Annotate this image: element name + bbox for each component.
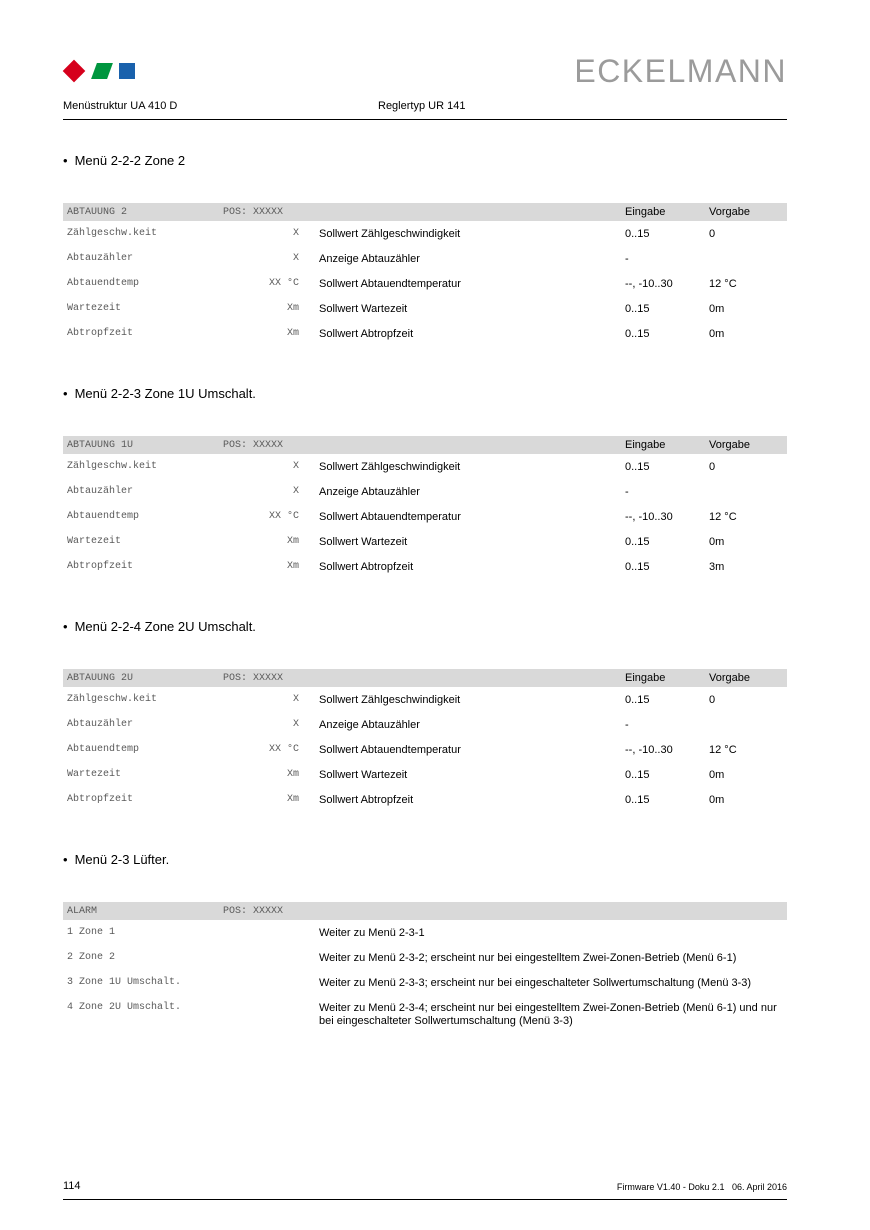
param-eingabe: - <box>625 253 629 265</box>
table-title: ABTAUUNG 1U <box>67 439 134 451</box>
menu-item-name: 4 Zone 2U Umschalt. <box>67 1002 182 1013</box>
eckelmann-logo <box>63 56 135 82</box>
param-name: Zählgeschw.keit <box>67 461 158 472</box>
table-row <box>63 762 787 787</box>
menu-item-name: 3 Zone 1U Umschalt. <box>67 977 182 988</box>
param-vorgabe: 12 °C <box>709 278 737 290</box>
param-name: Zählgeschw.keit <box>67 228 158 239</box>
brand-wordmark: ECKELMANN <box>574 53 787 89</box>
table-row <box>63 454 787 479</box>
param-desc: Sollwert Zählgeschwindigkeit <box>319 228 461 240</box>
param-eingabe: 0..15 <box>625 228 650 240</box>
param-eingabe: - <box>625 486 629 498</box>
bullet-icon: • <box>63 386 68 401</box>
param-eingabe: 0..15 <box>625 461 650 473</box>
param-eingabe: 0..15 <box>625 303 650 315</box>
param-value: XX °C <box>268 278 299 289</box>
param-name: Abtauendtemp <box>67 744 140 755</box>
param-eingabe: --, -10..30 <box>625 278 673 290</box>
param-value: XX °C <box>268 744 299 755</box>
param-desc: Sollwert Zählgeschwindigkeit <box>319 461 461 473</box>
param-value: Xm <box>286 303 299 314</box>
param-vorgabe: 0m <box>709 303 725 315</box>
param-name: Abtauzähler <box>67 486 134 497</box>
param-desc: Sollwert Abtropfzeit <box>319 794 414 806</box>
param-vorgabe: 12 °C <box>709 744 737 756</box>
table-pos: POS: XXXXX <box>223 672 284 684</box>
page-header <box>63 53 787 90</box>
param-eingabe: 0..15 <box>625 769 650 781</box>
section-heading <box>63 153 787 168</box>
param-name: Abtropfzeit <box>67 561 134 572</box>
table-row <box>63 504 787 529</box>
table-abtauung-2u <box>63 669 787 812</box>
param-desc: Sollwert Wartezeit <box>319 303 408 315</box>
table-row <box>63 687 787 712</box>
table-header-row <box>63 436 787 454</box>
param-name: Wartezeit <box>67 769 122 780</box>
param-value: X <box>292 694 299 705</box>
param-value: X <box>292 253 299 264</box>
table-row <box>63 920 787 945</box>
param-vorgabe: 0 <box>709 461 716 473</box>
param-value: X <box>292 719 299 730</box>
logo-blue-square-icon <box>119 63 135 79</box>
menu-item-name: 1 Zone 1 <box>67 927 116 938</box>
param-name: Abtauzähler <box>67 719 134 730</box>
param-desc: Anzeige Abtauzähler <box>319 253 420 265</box>
table-title: ALARM <box>67 905 98 917</box>
table-row <box>63 479 787 504</box>
param-name: Abtauendtemp <box>67 278 140 289</box>
heading-text: Menü 2-2-2 Zone 2 <box>74 153 186 168</box>
table-row <box>63 221 787 246</box>
col-header-vorgabe: Vorgabe <box>709 672 750 684</box>
table-row <box>63 945 787 970</box>
param-eingabe: 0..15 <box>625 561 650 573</box>
controller-type: Reglertyp UR 141 <box>378 100 466 112</box>
section-heading <box>63 619 787 634</box>
logo-red-diamond-icon <box>63 60 86 83</box>
param-vorgabe: 0 <box>709 694 716 706</box>
param-value: XX °C <box>268 511 299 522</box>
menu-item-desc: Weiter zu Menü 2-3-2; erscheint nur bei eingestelltem Zwei-Zonen-Betrieb (Menü 6-1) <box>319 952 737 964</box>
param-eingabe: 0..15 <box>625 328 650 340</box>
param-desc: Sollwert Wartezeit <box>319 769 408 781</box>
param-desc: Sollwert Abtauendtemperatur <box>319 278 461 290</box>
heading-text: Menü 2-3 Lüfter. <box>74 852 170 867</box>
param-value: Xm <box>286 561 299 572</box>
param-name: Abtauendtemp <box>67 511 140 522</box>
table-header-row <box>63 203 787 221</box>
table-row <box>63 737 787 762</box>
col-header-eingabe: Eingabe <box>625 439 666 451</box>
table-row <box>63 529 787 554</box>
doc-info-row <box>63 100 787 120</box>
menu-item-desc: Weiter zu Menü 2-3-3; erscheint nur bei eingeschalteter Sollwertumschaltung (Menü 3-3) <box>319 977 752 989</box>
param-name: Abtauzähler <box>67 253 134 264</box>
heading-text: Menü 2-2-3 Zone 1U Umschalt. <box>74 386 256 401</box>
param-eingabe: 0..15 <box>625 536 650 548</box>
bullet-icon: • <box>63 619 68 634</box>
param-eingabe: --, -10..30 <box>625 511 673 523</box>
param-value: Xm <box>286 536 299 547</box>
param-vorgabe: 0m <box>709 536 725 548</box>
param-name: Wartezeit <box>67 536 122 547</box>
heading-text: Menü 2-2-4 Zone 2U Umschalt. <box>74 619 256 634</box>
table-alarm <box>63 902 787 1028</box>
page-number: 114 <box>63 1180 81 1192</box>
param-eingabe: 0..15 <box>625 794 650 806</box>
menu-item-desc: Weiter zu Menü 2-3-1 <box>319 927 425 939</box>
section-heading <box>63 852 787 867</box>
param-desc: Sollwert Abtropfzeit <box>319 561 414 573</box>
table-row <box>63 712 787 737</box>
param-name: Wartezeit <box>67 303 122 314</box>
menu-item-desc: Weiter zu Menü 2-3-4; erscheint nur bei eingestelltem Zwei-Zonen-Betrieb (Menü 6-1) und nur bei eingeschalteter Sollwertumschaltung (Menü 3-3) <box>319 1002 777 1027</box>
param-name: Abtropfzeit <box>67 794 134 805</box>
table-row <box>63 995 787 1028</box>
param-desc: Sollwert Zählgeschwindigkeit <box>319 694 461 706</box>
table-row <box>63 554 787 579</box>
param-desc: Anzeige Abtauzähler <box>319 486 420 498</box>
table-pos: POS: XXXXX <box>223 206 284 218</box>
param-value: Xm <box>286 328 299 339</box>
bullet-icon: • <box>63 852 68 867</box>
col-header-vorgabe: Vorgabe <box>709 206 750 218</box>
param-eingabe: - <box>625 719 629 731</box>
table-row <box>63 246 787 271</box>
table-row <box>63 296 787 321</box>
table-row <box>63 970 787 995</box>
table-row <box>63 271 787 296</box>
firmware-info: Firmware V1.40 - Doku 2.1 06. April 2016 <box>616 1182 787 1192</box>
param-value: X <box>292 461 299 472</box>
table-row <box>63 321 787 346</box>
section-heading <box>63 386 787 401</box>
param-desc: Anzeige Abtauzähler <box>319 719 420 731</box>
table-title: ABTAUUNG 2U <box>67 672 134 684</box>
param-vorgabe: 0m <box>709 328 725 340</box>
table-pos: POS: XXXXX <box>223 439 284 451</box>
param-name: Abtropfzeit <box>67 328 134 339</box>
param-desc: Sollwert Abtauendtemperatur <box>319 744 461 756</box>
param-vorgabe: 0m <box>709 794 725 806</box>
doc-title: Menüstruktur UA 410 D <box>63 100 178 112</box>
col-header-eingabe: Eingabe <box>625 206 666 218</box>
table-abtauung-2 <box>63 203 787 346</box>
param-value: X <box>292 486 299 497</box>
param-vorgabe: 12 °C <box>709 511 737 523</box>
param-name: Zählgeschw.keit <box>67 694 158 705</box>
col-header-eingabe: Eingabe <box>625 672 666 684</box>
param-eingabe: 0..15 <box>625 694 650 706</box>
table-abtauung-1u <box>63 436 787 579</box>
param-desc: Sollwert Wartezeit <box>319 536 408 548</box>
param-vorgabe: 3m <box>709 561 725 573</box>
param-value: Xm <box>286 769 299 780</box>
param-desc: Sollwert Abtauendtemperatur <box>319 511 461 523</box>
table-header-row <box>63 902 787 920</box>
table-pos: POS: XXXXX <box>223 905 284 917</box>
page-footer <box>63 1180 787 1200</box>
param-desc: Sollwert Abtropfzeit <box>319 328 414 340</box>
param-vorgabe: 0m <box>709 769 725 781</box>
menu-item-name: 2 Zone 2 <box>67 952 116 963</box>
param-value: X <box>292 228 299 239</box>
table-row <box>63 787 787 812</box>
logo-green-parallelogram-icon <box>91 63 113 79</box>
bullet-icon: • <box>63 153 68 168</box>
param-value: Xm <box>286 794 299 805</box>
table-title: ABTAUUNG 2 <box>67 206 128 218</box>
table-header-row <box>63 669 787 687</box>
param-vorgabe: 0 <box>709 228 716 240</box>
param-eingabe: --, -10..30 <box>625 744 673 756</box>
col-header-vorgabe: Vorgabe <box>709 439 750 451</box>
